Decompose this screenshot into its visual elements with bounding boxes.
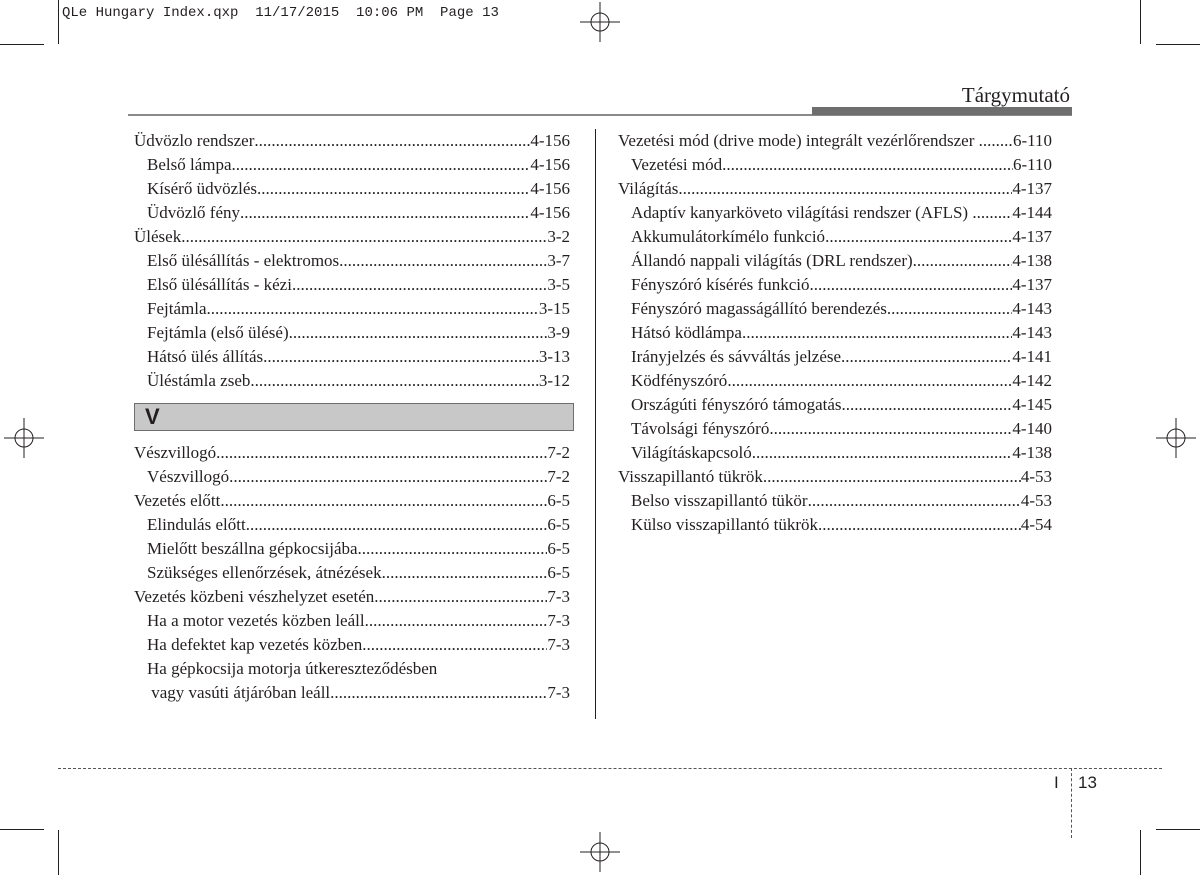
- index-entry-label: Országúti fényszóró támogatás: [631, 395, 842, 414]
- section-letter: I: [1054, 773, 1059, 792]
- index-page-ref: 4-145: [1012, 395, 1052, 414]
- dot-leader: [979, 129, 1013, 153]
- index-subentry: [134, 513, 570, 537]
- dot-leader: [216, 441, 547, 465]
- index-entry-label: Hátsó ködlámpa: [631, 323, 742, 342]
- index-page-ref: 6-110: [1012, 155, 1052, 174]
- index-entry: [134, 585, 570, 609]
- dot-leader: [250, 369, 538, 393]
- index-entry-label: Üdvözlő fény: [147, 203, 241, 222]
- dot-leader: [722, 153, 1013, 177]
- header-bar: [812, 107, 1072, 115]
- dot-leader: [809, 273, 1012, 297]
- index-subentry: [134, 177, 570, 201]
- dot-leader: [727, 369, 1012, 393]
- index-subentry: [618, 513, 1052, 537]
- index-page-ref: 3-2: [547, 227, 570, 246]
- registration-mark-bottom: [580, 832, 620, 872]
- dot-leader: [362, 633, 547, 657]
- dot-leader: [339, 249, 547, 273]
- index-page-ref: 4-141: [1012, 347, 1052, 366]
- index-page-ref: 7-3: [547, 611, 570, 630]
- index-entry-label: Belső lámpa: [147, 155, 232, 174]
- index-page-ref: 6-110: [1012, 131, 1052, 150]
- crop-mark-top-left-horizontal: [0, 44, 44, 45]
- dot-leader: [825, 225, 1012, 249]
- footer-separator: [1071, 768, 1072, 838]
- index-entry-label: Fejtámla (első ülésé): [147, 323, 289, 342]
- index-entry-label: Állandó nappali világítás (DRL rendszer): [631, 251, 913, 270]
- index-entry-label: Vezetési mód: [631, 155, 723, 174]
- index-entry-label: Ha gépkocsija motorja útkereszteződésben: [147, 659, 438, 678]
- index-subentry: [134, 321, 570, 345]
- dot-leader: [289, 321, 548, 345]
- index-entry-label: vagy vasúti átjáróban leáll: [147, 683, 331, 702]
- index-entry-label: Külso visszapillantó tükrök: [631, 515, 818, 534]
- index-subentry: [618, 297, 1052, 321]
- dot-leader: [330, 681, 547, 705]
- index-entry-label: Szükséges ellenőrzések, átnézések: [147, 563, 382, 582]
- index-entry-label: Első ülésállítás - elektromos: [147, 251, 340, 270]
- index-page-ref: 3-9: [547, 323, 570, 342]
- index-page-ref: 4-156: [530, 131, 570, 150]
- crop-mark-bottom-left-vertical: [58, 830, 59, 875]
- printer-slug: QLe Hungary Index.qxp 11/17/2015 10:06 PM Page 13: [62, 5, 499, 21]
- index-subentry: [134, 273, 570, 297]
- index-subentry: [134, 345, 570, 369]
- index-subentry: [134, 465, 570, 489]
- index-entry-label: Fényszóró magasságállító berendezés: [631, 299, 887, 318]
- crop-mark-top-right-horizontal: [1156, 44, 1200, 45]
- index-column-left: [134, 129, 570, 705]
- index-entry-label: Világításkapcsoló: [631, 443, 752, 462]
- crop-mark-bottom-left-horizontal: [0, 829, 44, 830]
- registration-mark-right: [1156, 418, 1196, 458]
- index-entry: [134, 489, 570, 513]
- crop-mark-top-right-vertical: [1140, 0, 1141, 44]
- index-page-ref: 4-156: [530, 155, 570, 174]
- footer-rule: [58, 768, 1162, 769]
- dot-leader: [206, 297, 538, 321]
- index-page-ref: 4-138: [1012, 443, 1052, 462]
- index-entry-label: Irányjelzés és sávváltás jelzése: [631, 347, 842, 366]
- index-page-ref: 3-12: [538, 371, 570, 390]
- dot-leader: [246, 513, 548, 537]
- index-subentry: [134, 249, 570, 273]
- index-page-ref: 3-5: [547, 275, 570, 294]
- index-subentry: [618, 273, 1052, 297]
- index-subentry: [618, 345, 1052, 369]
- index-page-ref: 3-7: [547, 251, 570, 270]
- dot-leader: [181, 225, 547, 249]
- index-entry-label: Adaptív kanyarköveto világítási rendszer (AFLS): [631, 203, 973, 222]
- index-page-ref: 7-3: [547, 683, 570, 702]
- dot-leader: [229, 465, 547, 489]
- index-entry-label: Ha a motor vezetés közben leáll: [147, 611, 365, 630]
- index-entry-label: Kísérő üdvözlés: [147, 179, 258, 198]
- dot-leader: [292, 273, 547, 297]
- index-entry-label: Belso visszapillantó tükör: [631, 491, 808, 510]
- dot-leader: [972, 201, 1012, 225]
- dot-leader: [752, 441, 1013, 465]
- index-column-right: [618, 129, 1052, 537]
- index-entry: [134, 129, 570, 153]
- index-entry-label: Elindulás előtt: [147, 515, 246, 534]
- index-subentry: [618, 489, 1052, 513]
- index-page-ref: 7-2: [547, 467, 570, 486]
- index-entry: [618, 465, 1052, 489]
- index-letter-heading: [134, 403, 574, 431]
- index-page-ref: 4-140: [1012, 419, 1052, 438]
- index-subentry: [134, 369, 570, 393]
- index-page-ref: 4-143: [1012, 299, 1052, 318]
- index-entry: [134, 441, 570, 465]
- index-subentry: [134, 537, 570, 561]
- index-page-ref: 4-53: [1020, 467, 1052, 486]
- index-subentry: [134, 657, 570, 681]
- index-page-ref: 6-5: [547, 539, 570, 558]
- index-subentry: [134, 609, 570, 633]
- index-page-ref: 4-138: [1012, 251, 1052, 270]
- index-entry-label: Mielőtt beszállna gépkocsijába: [147, 539, 358, 558]
- index-entry-label: Vezetési mód (drive mode) integrált vezérlőrendszer: [618, 131, 979, 150]
- dot-leader: [913, 249, 1013, 273]
- index-page-ref: 4-137: [1012, 227, 1052, 246]
- dot-leader: [374, 585, 547, 609]
- dot-leader: [263, 345, 539, 369]
- registration-mark-left: [4, 418, 44, 458]
- index-page-ref: 7-3: [547, 587, 570, 606]
- dot-leader: [240, 201, 530, 225]
- index-page-ref: 4-143: [1012, 323, 1052, 342]
- crop-mark-bottom-right-horizontal: [1156, 829, 1200, 830]
- dot-leader: [358, 537, 548, 561]
- dot-leader: [232, 153, 531, 177]
- index-page-ref: 4-144: [1012, 203, 1052, 222]
- index-subentry: [134, 201, 570, 225]
- index-entry-label: Világítás: [618, 179, 679, 198]
- index-page-ref: 4-54: [1020, 515, 1052, 534]
- dot-leader: [808, 489, 1021, 513]
- index-entry-label: Első ülésállítás - kézi: [147, 275, 292, 294]
- dot-leader: [769, 417, 1012, 441]
- index-page-ref: 3-15: [538, 299, 570, 318]
- dot-leader: [220, 489, 547, 513]
- index-entry-label: Vezetés előtt: [134, 491, 221, 510]
- index-page-ref: 4-137: [1012, 275, 1052, 294]
- index-subentry: [618, 393, 1052, 417]
- index-entry-label: Fényszóró kísérés funkció: [631, 275, 810, 294]
- dot-leader: [763, 465, 1021, 489]
- page-number: 13: [1078, 773, 1097, 792]
- index-page-ref: 4-137: [1012, 179, 1052, 198]
- index-entry-label: Üléstámla zseb: [147, 371, 251, 390]
- index-entry-label: Visszapillantó tükrök: [618, 467, 763, 486]
- index-subentry: [618, 441, 1052, 465]
- index-subentry: [618, 369, 1052, 393]
- index-entry-label: Üdvözlo rendszer: [134, 131, 255, 150]
- dot-leader: [678, 177, 1012, 201]
- index-subentry: [618, 225, 1052, 249]
- dot-leader: [887, 297, 1012, 321]
- index-page-ref: 4-156: [530, 203, 570, 222]
- index-subentry: [618, 321, 1052, 345]
- crop-mark-bottom-right-vertical: [1140, 830, 1141, 875]
- index-page-ref: 7-3: [547, 635, 570, 654]
- index-entry-label: Hátsó ülés állítás: [147, 347, 264, 366]
- index-page-ref: 4-53: [1020, 491, 1052, 510]
- index-page-ref: 3-13: [538, 347, 570, 366]
- dot-leader: [842, 393, 1013, 417]
- index-entry-label: Vezetés közbeni vészhelyzet esetén: [134, 587, 375, 606]
- index-subentry: [134, 561, 570, 585]
- section-title: Tárgymutató: [961, 83, 1070, 107]
- index-subentry: [618, 153, 1052, 177]
- dot-leader: [365, 609, 548, 633]
- index-letter: V: [145, 404, 160, 429]
- index-page-ref: 4-142: [1012, 371, 1052, 390]
- index-entry-label: Ülések: [134, 227, 182, 246]
- index-entry: [134, 225, 570, 249]
- index-page-ref: 6-5: [547, 515, 570, 534]
- index-subentry: [618, 201, 1052, 225]
- index-entry-label: Ködfényszóró: [631, 371, 728, 390]
- index-subentry: [618, 417, 1052, 441]
- index-entry-label: Akkumulátorkímélo funkció: [631, 227, 826, 246]
- index-entry-label: Távolsági fényszóró: [631, 419, 770, 438]
- dot-leader: [818, 513, 1021, 537]
- index-subentry: [134, 297, 570, 321]
- index-page-ref: 6-5: [547, 563, 570, 582]
- dot-leader: [841, 345, 1012, 369]
- dot-leader: [382, 561, 548, 585]
- index-entry-label: Vészvillogó: [134, 443, 217, 462]
- index-page-ref: 7-2: [547, 443, 570, 462]
- index-entry-label: Ha defektet kap vezetés közben: [147, 635, 363, 654]
- index-page-ref: 4-156: [530, 179, 570, 198]
- registration-mark-top: [580, 2, 620, 42]
- dot-leader: [742, 321, 1012, 345]
- index-subentry: [134, 681, 570, 705]
- index-entry: [618, 177, 1052, 201]
- index-entry-label: Vészvillogó: [147, 467, 230, 486]
- index-page-ref: 6-5: [547, 491, 570, 510]
- index-subentry: [134, 153, 570, 177]
- crop-mark-top-left-vertical: [58, 0, 59, 44]
- index-subentry: [618, 249, 1052, 273]
- dot-leader: [254, 129, 530, 153]
- index-entry-label: Fejtámla: [147, 299, 207, 318]
- dot-leader: [257, 177, 530, 201]
- index-subentry: [134, 633, 570, 657]
- column-divider: [595, 129, 596, 719]
- index-entry: [618, 129, 1052, 153]
